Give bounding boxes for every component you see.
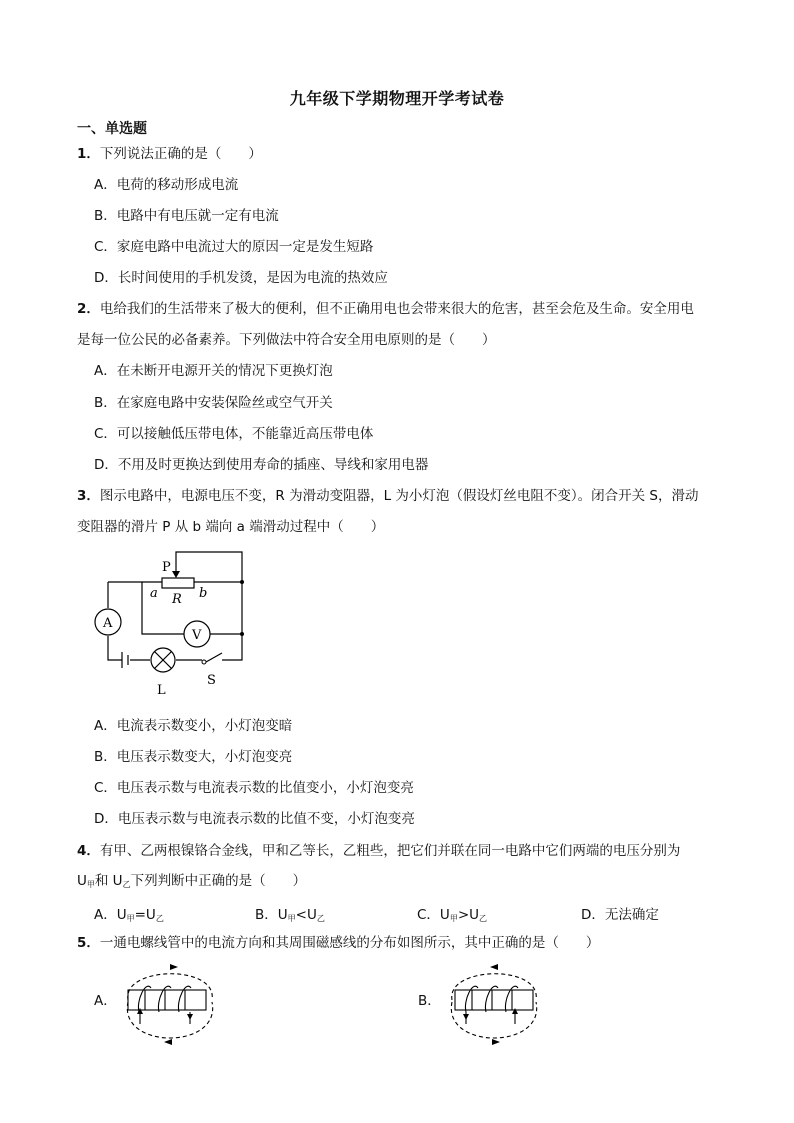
label-p: P: [162, 560, 171, 575]
section-heading: 一、单选题: [77, 121, 147, 137]
question-text-line1: 电给我们的生活带来了极大的便利，但不正确用电也会带来很大的危害，甚至会危及生命。安全用电: [99, 301, 694, 317]
question-text: 一通电螺线管中的电流方向和其周围磁感线的分布如图所示，其中正确的是（ ）: [99, 935, 600, 951]
q3-option-b: B．电压表示数变大，小灯泡变亮: [94, 749, 293, 765]
question-4-line2: $U_甲$和 $U_乙$下列判断中正确的是（ ）: [77, 873, 307, 889]
question-2-line2: 是每一位公民的必备素养。下列做法中符合安全用电原则的是（ ）: [77, 332, 496, 348]
current-arrow-icon: [512, 1008, 518, 1014]
page-title: 九年级下学期物理开学考试卷: [289, 89, 505, 108]
label-switch: S: [207, 673, 216, 688]
q2-option-a: A．在未断开电源开关的情况下更换灯泡: [94, 363, 333, 379]
q1-option-a: A．电荷的移动形成电流: [94, 177, 239, 193]
label-ammeter: A: [103, 616, 113, 631]
q4-option-d: D．无法确定: [581, 907, 659, 923]
q4-option-c: C．$U_甲>U_乙$: [417, 907, 488, 923]
q2-option-c: C．可以接触低压带电体，不能靠近高压带电体: [94, 426, 374, 442]
question-text-line1: 图示电路中，电源电压不变，R 为滑动变阻器，L 为小灯泡（假设灯丝电阻不变）。闭合开关 S，滑动: [99, 488, 699, 504]
label-a: a: [150, 586, 158, 601]
label-voltmeter: V: [192, 628, 202, 643]
q5-option-b-label: B．: [418, 993, 441, 1009]
question-3-line2: 变阻器的滑片 P 从 b 端向 a 端滑动过程中（ ）: [77, 519, 385, 535]
q4-option-b: B．$U_甲<U_乙$: [255, 907, 325, 923]
q1-option-c: C．家庭电路中电流过大的原因一定是发生短路: [94, 239, 374, 255]
q1-option-d: D．长时间使用的手机发烫，是因为电流的热效应: [94, 270, 388, 286]
field-arrow-icon: [492, 1039, 500, 1045]
q3-option-d: D．电压表示数与电流表示数的比值不变，小灯泡变亮: [94, 811, 415, 827]
q5-option-a-label: A．: [94, 993, 117, 1009]
question-number: 3．: [77, 488, 100, 504]
question-text-line1: 有甲、乙两根镍铬合金线，甲和乙等长，乙粗些，把它们并联在同一电路中它们两端的电压分别为: [99, 843, 681, 859]
field-arrow-icon: [490, 964, 498, 970]
question-number: 2．: [77, 301, 100, 317]
question-number: 5．: [77, 935, 100, 951]
label-r: R: [172, 592, 182, 607]
question-number: 4．: [77, 843, 100, 859]
q1-option-b: B．电路中有电压就一定有电流: [94, 208, 279, 224]
q3-option-c: C．电压表示数与电流表示数的比值变小，小灯泡变亮: [94, 780, 414, 796]
label-b: b: [199, 586, 208, 601]
q2-option-b: B．在家庭电路中安装保险丝或空气开关: [94, 395, 333, 411]
current-arrow-icon: [463, 1014, 469, 1020]
question-number: 1．: [77, 146, 100, 162]
q4-option-a: A．$U_甲=U_乙$: [94, 907, 164, 923]
question-text: 下列说法正确的是（ ）: [99, 146, 262, 162]
q2-option-d: D．不用及时更换达到使用寿命的插座、导线和家用电器: [94, 457, 429, 473]
q3-option-a: A．电流表示数变小，小灯泡变暗: [94, 718, 293, 734]
label-lamp: L: [157, 683, 166, 698]
